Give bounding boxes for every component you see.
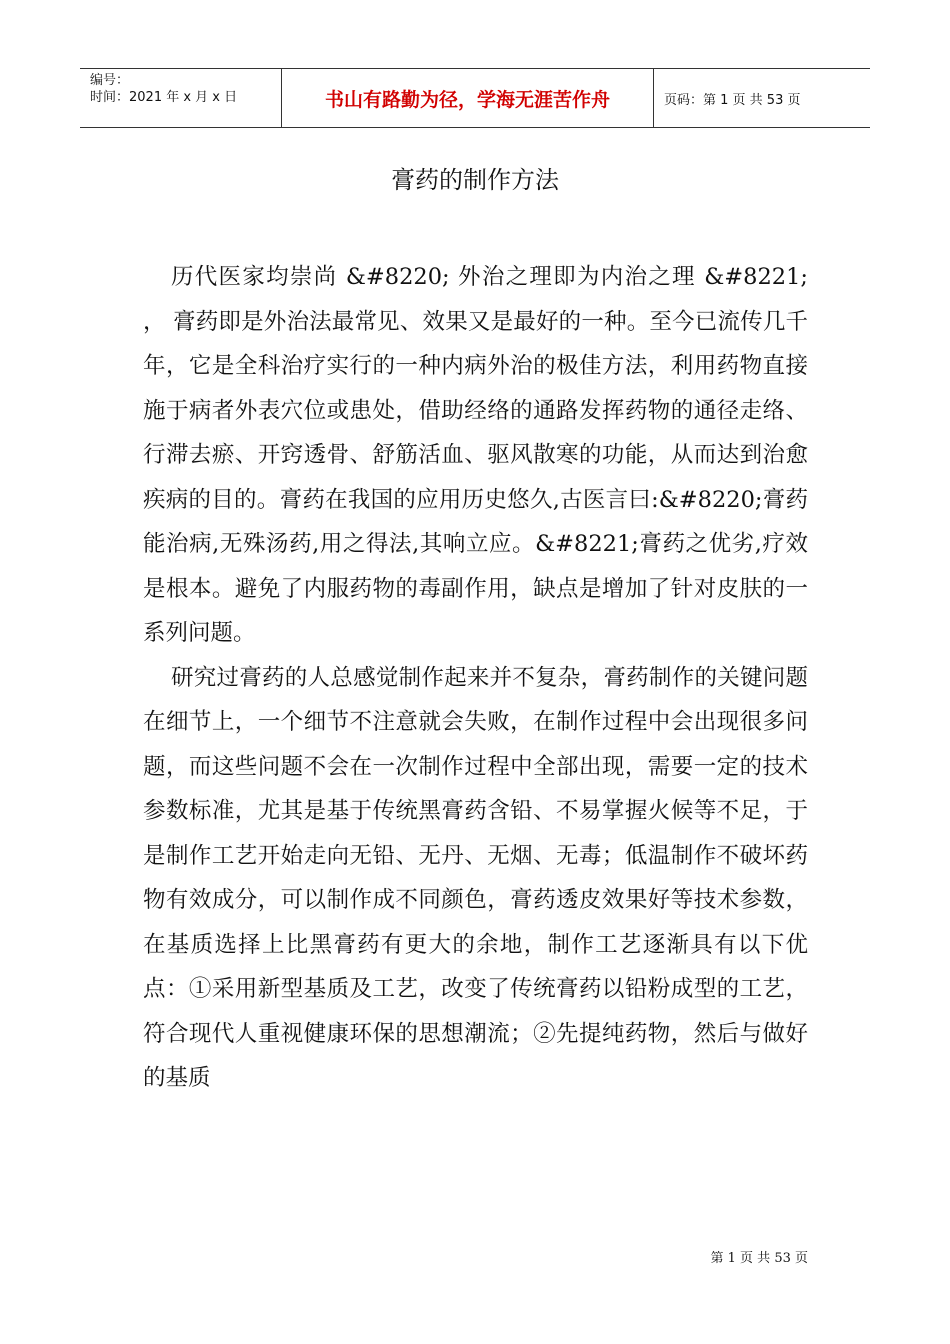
header-meta xyxy=(80,69,282,127)
page-footer: 第 1 页 共 53 页 xyxy=(710,1251,808,1266)
body-paragraph-1: 历代医家均崇尚 &#8220; 外治之理即为内治之理 &#8221; ， 膏药即是外治法最常见、效果又是最好的一种。至今已流传几千年，它是全科治疗实行的一种内病外治的极佳方法，利用药物直接施于病者外表穴位或患处，借助经络的通路发挥药物的通径走络、行滞去瘀、开窍透骨、舒筋活血、驱风散寒的功能，从而达到治愈疾病的目的。膏药在我国的应用历史悠久,古医言曰:&#8220;膏药能治病,无殊汤药,用之得法,其响立应。&#8221;膏药之优劣,疗效是根本。避免了内服药物的毒副作用，缺点是增加了针对皮肤的一系列问题。 xyxy=(143,264,808,646)
header-motto: 书山有路勤为径，学海无涯苦作舟 xyxy=(282,69,654,127)
body-paragraph-2: 研究过膏药的人总感觉制作起来并不复杂，膏药制作的关键问题在细节上，一个细节不注意就会失败，在制作过程中会出现很多问题，而这些问题不会在一次制作过程中全部出现，需要一定的技术参数标准，尤其是基于传统黑膏药含铅、不易掌握火候等不足，于是制作工艺开始走向无铅、无丹、无烟、无毒；低温制作不破坏药物有效成分，可以制作成不同颜色，膏药透皮效果好等技术参数，在基质选择上比黑膏药有更大的余地，制作工艺逐渐具有以下优点：①采用新型基质及工艺，改变了传统膏药以铅粉成型的工艺，符合现代人重视健康环保的思想潮流；②先提纯药物，然后与做好的基质 xyxy=(143,664,808,1091)
document-title: 膏药的制作方法 xyxy=(391,166,559,194)
document-number-label: 编号： xyxy=(90,73,130,88)
document-time-label: 时间：2021 年 x 月 x 日 xyxy=(90,90,238,105)
document-body xyxy=(143,255,808,1101)
page-header xyxy=(80,68,870,128)
header-page-info: 页码：第 1 页 共 53 页 xyxy=(664,92,801,108)
